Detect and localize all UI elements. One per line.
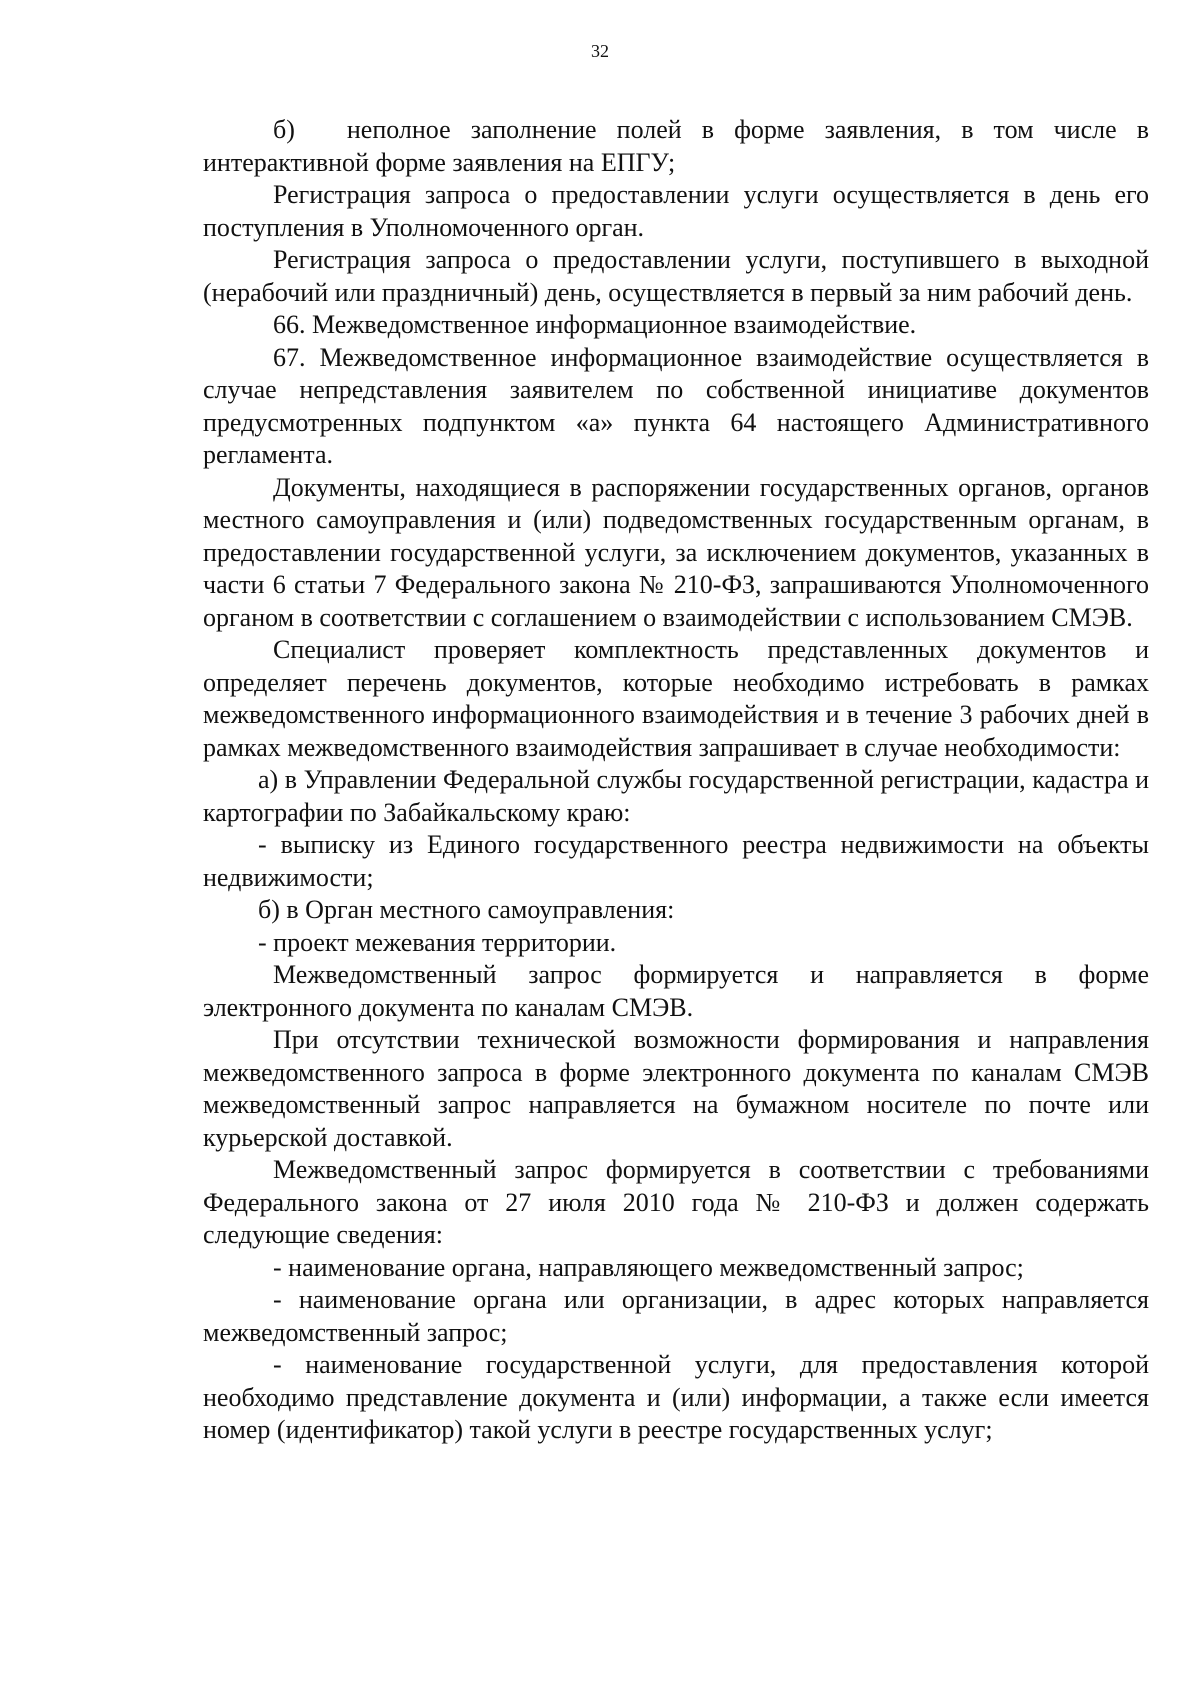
list-item-service-name: - наименование государственной услуги, для предоставления которой необходимо представление документа и (или) информации, а также если имеется номер (идентификатор) такой услуги в реестре государственных услуг; bbox=[203, 1350, 1149, 1444]
paragraph-documents-requested: Документы, находящиеся в распоряжении государственных органов, органов местного самоуправления и (или) подведомственных государственным органам, в предоставлении государственной услуги, за исключением документов, указанных в части 6 статьи 7 Федерального закона № 210-ФЗ, запрашиваются Уполномоченного органом в соответствии с соглашением о взаимодействии с использованием СМЭВ. bbox=[203, 472, 1149, 632]
document-body bbox=[203, 114, 1149, 1447]
paragraph-request-electronic: Межведомственный запрос формируется и направляется в форме электронного документа по каналам СМЭВ. bbox=[203, 960, 1149, 1022]
page-number: 32 bbox=[591, 41, 609, 61]
paragraph-registration-holiday: Регистрация запроса о предоставлении услуги, поступившего в выходной (нерабочий или праздничный) день, осуществляется в первый за ним рабочий день. bbox=[203, 245, 1149, 307]
list-item-egrn-extract: - выписку из Единого государственного реестра недвижимости на объекты недвижимости; bbox=[203, 830, 1149, 892]
paragraph-67: 67. Межведомственное информационное взаимодействие осуществляется в случае непредставления заявителем по собственной инициативе документов предусмотренных подпунктом «а» пункта 64 настоящего Административного регламента. bbox=[203, 342, 1149, 469]
list-item-land-survey-project: - проект межевания территории. bbox=[258, 927, 617, 957]
section-heading-66: 66. Межведомственное информационное взаимодействие. bbox=[273, 310, 917, 339]
list-item-a-rosreestr: а) в Управлении Федеральной службы государственной регистрации, кадастра и картографии по Забайкальскому краю: bbox=[203, 765, 1149, 827]
paragraph-request-paper: При отсутствии технической возможности формирования и направления межведомственного запроса в форме электронного документа по каналам СМЭВ межведомственный запрос направляется на бумажном носителе по почте или курьерской доставкой. bbox=[203, 1025, 1149, 1152]
paragraph-request-requirements: Межведомственный запрос формируется в соответствии с требованиями Федерального закона от 27 июля 2010 года № 210-ФЗ и должен содержать следующие сведения: bbox=[203, 1155, 1149, 1249]
list-item-b-local-government: б) в Орган местного самоуправления: bbox=[258, 895, 675, 924]
list-item-recipient-name: - наименование органа или организации, в адрес которых направляется межведомственный запрос; bbox=[203, 1285, 1149, 1347]
paragraph-registration-same-day: Регистрация запроса о предоставлении услуги осуществляется в день его поступления в Уполномоченного орган. bbox=[203, 180, 1149, 242]
list-item-sender-name: - наименование органа, направляющего межведомственный запрос; bbox=[273, 1252, 1024, 1282]
paragraph-item-b-incomplete-fields: б) неполное заполнение полей в форме заявления, в том числе в интерактивной форме заявления на ЕПГУ; bbox=[203, 115, 1149, 177]
paragraph-specialist-checks: Специалист проверяет комплектность представленных документов и определяет перечень документов, которые необходимо истребовать в рамках межведомственного информационного взаимодействия и в течение 3 рабочих дней в рамках межведомственного взаимодействия запрашивает в случае необходимости: bbox=[203, 635, 1149, 762]
